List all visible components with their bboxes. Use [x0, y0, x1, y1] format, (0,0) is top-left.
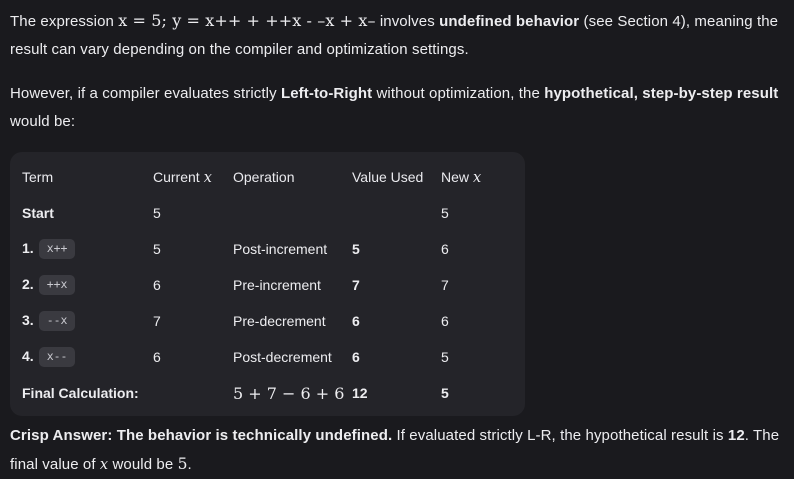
intro-text-prefix: The expression [10, 13, 119, 30]
cell-new: 5 [441, 205, 449, 221]
header-new-x: New x [441, 168, 482, 186]
cell-value: 5 [352, 241, 360, 257]
row-label: Final Calculation: [22, 385, 139, 401]
cell-operation: Post-increment [233, 241, 328, 257]
intro-text-suffix: (see Section 4), meaning the result can vary depending on the compiler and optimization settings. [10, 13, 779, 58]
cell-current: 6 [153, 277, 161, 293]
table-row-2 [10, 267, 525, 303]
table-row-start [10, 195, 525, 231]
crisp-answer-bold: Crisp Answer: The behavior is technically undefined. [10, 427, 393, 444]
left-to-right-bold: Left-to-Right [280, 85, 373, 102]
paragraph-however [10, 80, 784, 136]
cell-operation: Post-decrement [233, 349, 332, 365]
cell-new: 6 [441, 313, 449, 329]
cell-new: 7 [441, 277, 449, 293]
row-label: 1. x++ [10, 231, 153, 267]
answer-mid3: would be [108, 456, 178, 473]
table-row-1 [10, 231, 525, 267]
row-label: 3. --x [10, 303, 153, 339]
math-5: 5 [177, 455, 188, 473]
header-current-x: Current x [153, 168, 212, 186]
cell-operation [233, 195, 352, 231]
cell-value: 6 [352, 349, 360, 365]
paragraph-crisp-answer [10, 422, 784, 479]
cell-new: 5 [441, 385, 449, 401]
row-label: 4. x-- [10, 339, 153, 375]
step-by-step-bold: hypothetical, step-by-step result [544, 85, 779, 102]
math-expression: x = 5; y = x++ + ++x - –x + x– [118, 11, 376, 30]
step-table-card [10, 152, 525, 416]
cell-new: 5 [441, 349, 449, 365]
table-row-4 [10, 339, 525, 375]
code-chip: --x [39, 311, 76, 331]
step-table [10, 159, 525, 411]
header-operation: Operation [233, 169, 295, 185]
cell-value: 12 [352, 385, 368, 401]
however-prefix: However, if a compiler evaluates strictly [10, 85, 281, 102]
cell-current: 7 [153, 313, 161, 329]
cell-value [352, 195, 441, 231]
cell-current: 6 [153, 349, 161, 365]
table-row-final [10, 375, 525, 411]
code-chip: ++x [39, 275, 76, 295]
answer-end: . [187, 456, 192, 473]
answer-mid2: . The final value of [10, 427, 780, 473]
however-mid: without optimization, the [372, 85, 545, 102]
code-chip: x++ [39, 239, 76, 259]
cell-value: 7 [352, 277, 360, 293]
header-value-used: Value Used [352, 169, 424, 185]
undefined-behavior-bold: undefined behavior [439, 13, 580, 30]
intro-text-mid: involves [375, 13, 440, 30]
row-label: Start [22, 205, 54, 221]
cell-operation: Pre-decrement [233, 313, 326, 329]
answer-mid1: If evaluated strictly L-R, the hypothetical result is [392, 427, 728, 444]
cell-operation: Pre-increment [233, 277, 321, 293]
row-label: 2. ++x [10, 267, 153, 303]
math-x-icon: x [99, 457, 109, 473]
final-calculation-math: 5 + 7 − 6 + 6 [233, 383, 345, 403]
cell-current: 5 [153, 205, 161, 221]
table-header-row [10, 159, 525, 195]
table-row-3 [10, 303, 525, 339]
cell-value: 6 [352, 313, 360, 329]
cell-current: 5 [153, 241, 161, 257]
math-x-icon: x [203, 169, 212, 186]
result-12-bold: 12 [727, 427, 745, 444]
header-term: Term [22, 169, 54, 185]
paragraph-intro [10, 7, 784, 64]
math-x-icon: x [473, 169, 482, 186]
cell-new: 6 [441, 241, 449, 257]
however-suffix: would be: [10, 113, 76, 130]
code-chip: x-- [39, 347, 76, 367]
cell-current [153, 375, 233, 411]
